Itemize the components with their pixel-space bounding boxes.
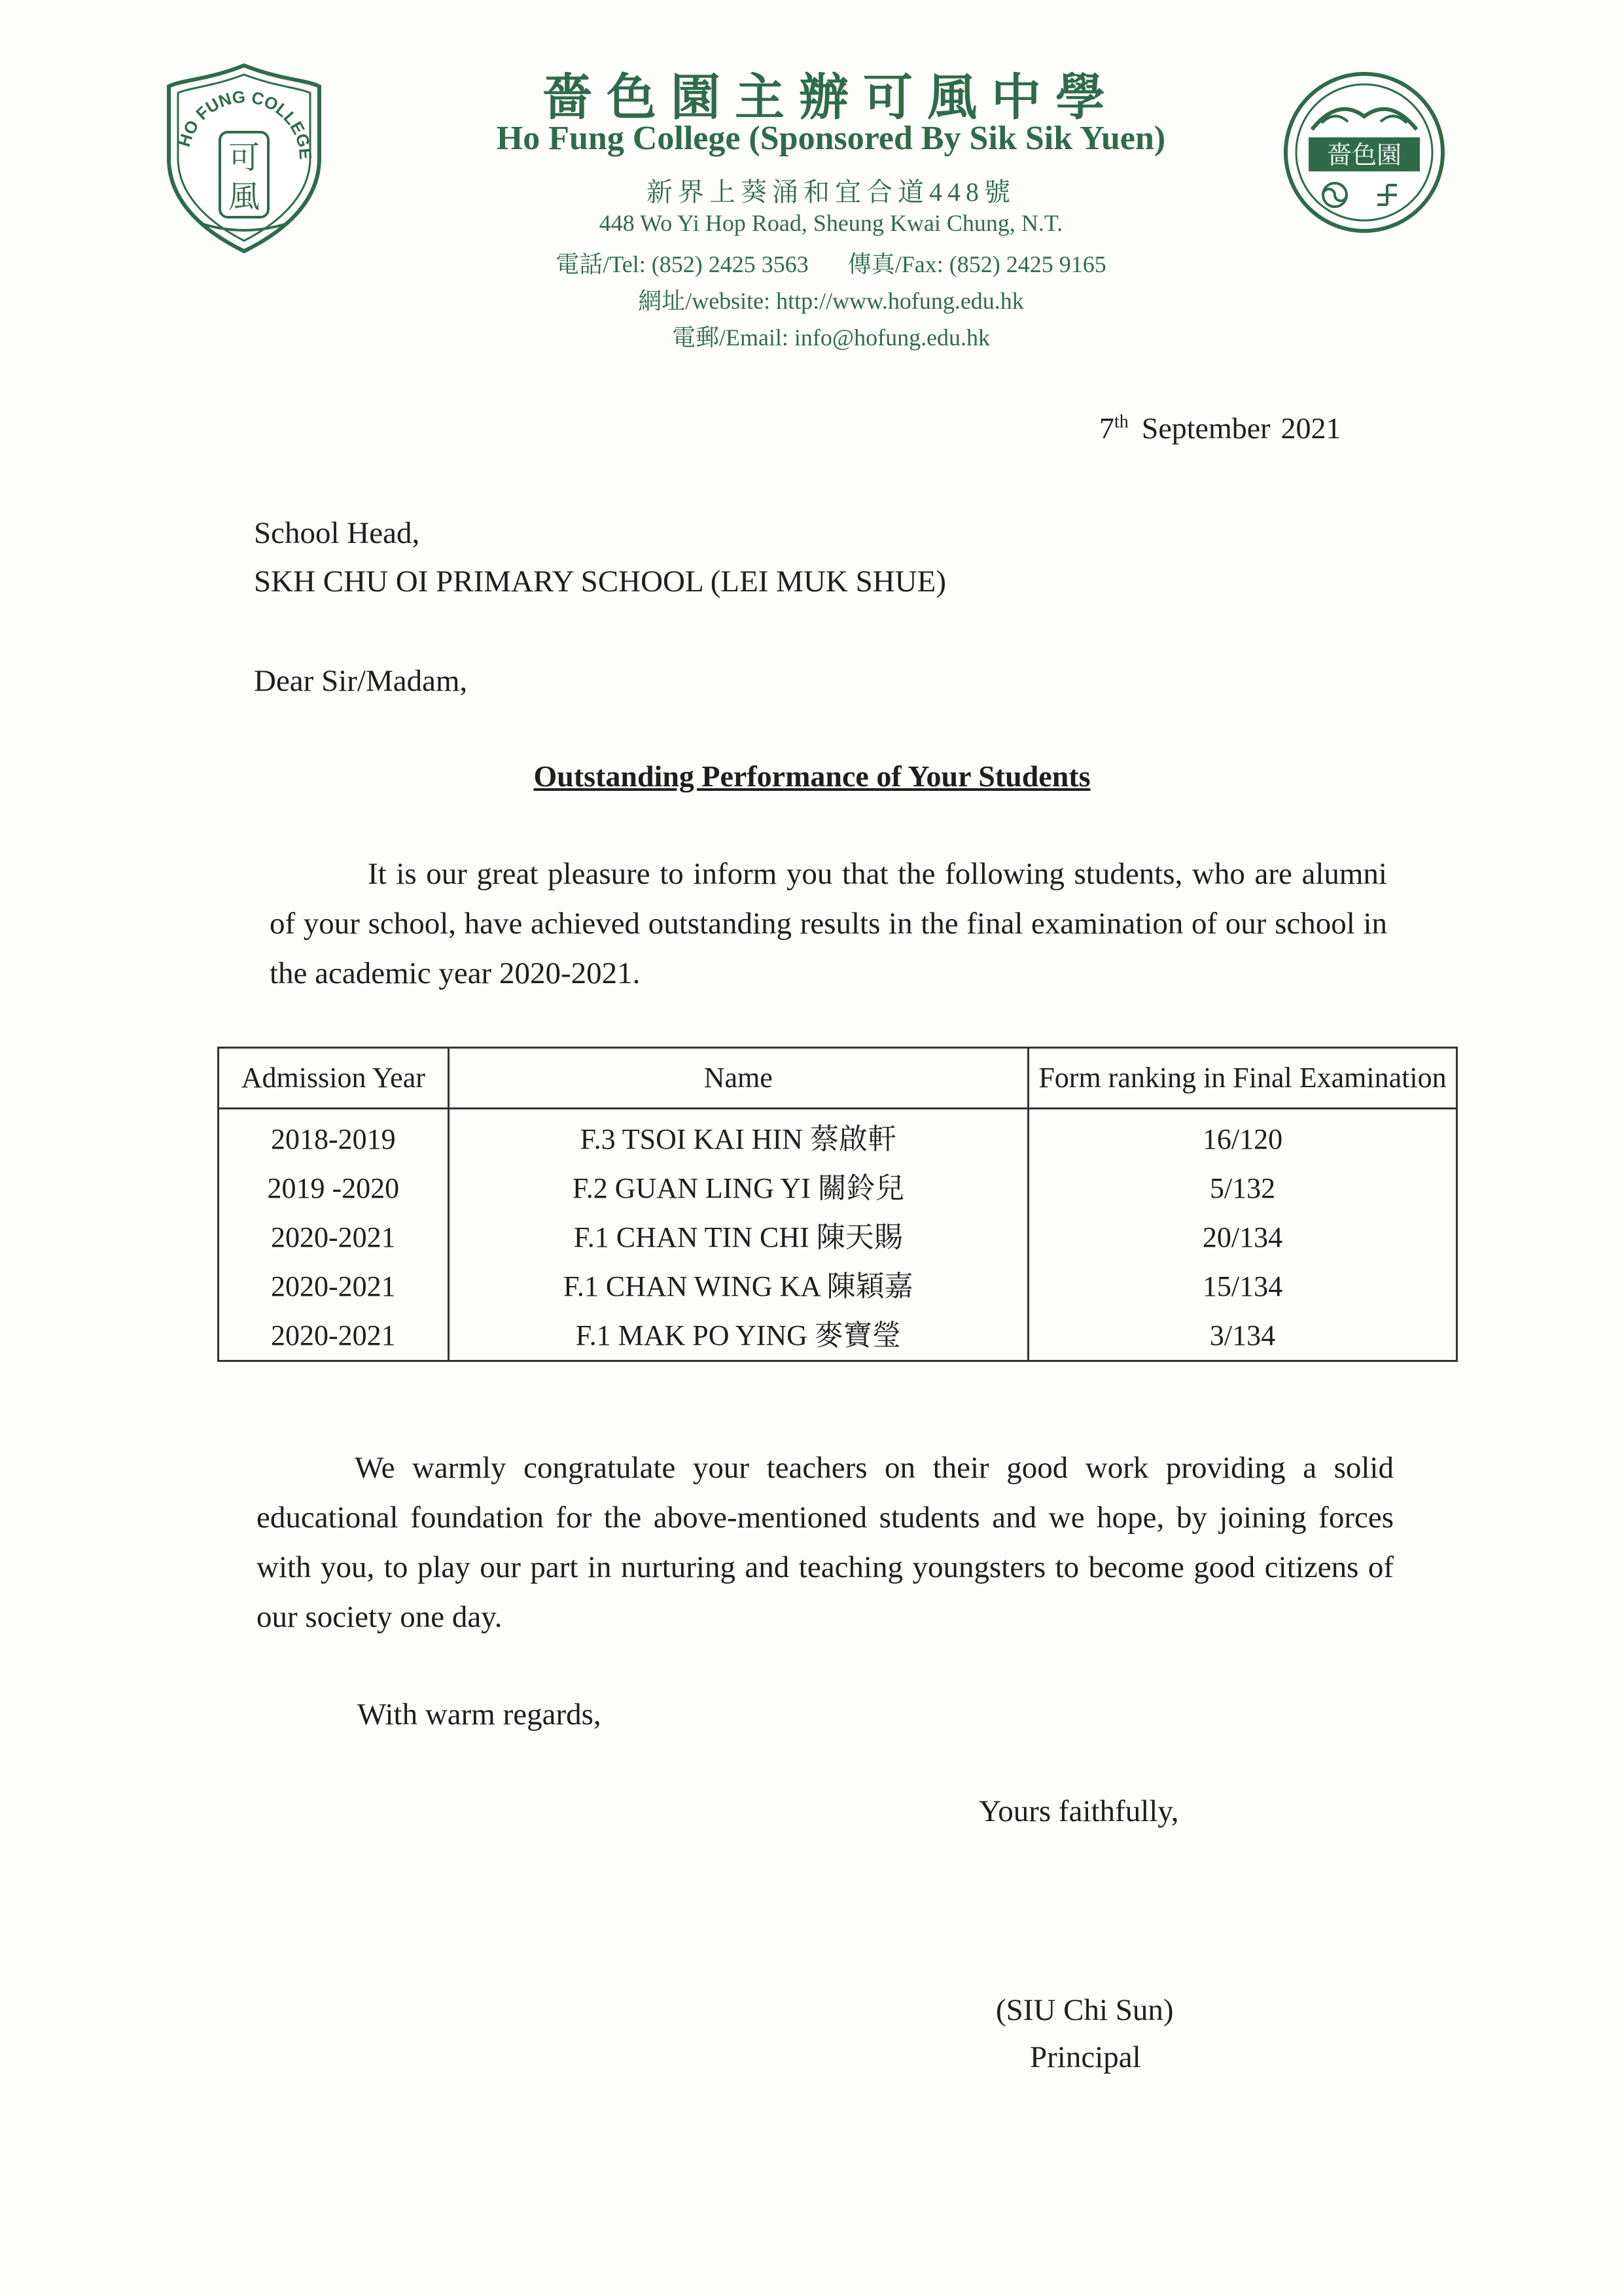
table-row [219,1213,1457,1262]
salutation: Dear Sir/Madam, [254,664,468,698]
cell-admission-year: 2018-2019 [219,1109,449,1164]
date-year: 2021 [1280,411,1341,445]
table-row [219,1262,1457,1311]
intro-paragraph: It is our great pleasure to inform you that the following students, who are alumni of your school, have achieved outstanding results in the final examination of our school in the academic year 2020-2021. [270,857,1387,990]
table-row [219,1164,1457,1213]
college-crest-logo [162,60,326,256]
sik-sik-yuen-seal [1282,71,1446,234]
address-chinese: 新界上葵涌和宜合道448號 [646,177,1015,207]
letter-date [1099,411,1341,445]
signatory-title: Principal [1030,2040,1141,2074]
fax: 傳真/Fax: (852) 2425 9165 [847,251,1106,277]
date-suffix: th [1114,411,1129,432]
cell-name: F.1 CHAN TIN CHI 陳天賜 [448,1213,1028,1262]
cell-ranking: 5/132 [1028,1164,1456,1213]
website: 網址/website: http://www.hofung.edu.hk [638,288,1024,314]
table-row [219,1109,1457,1164]
cell-admission-year: 2019 -2020 [219,1164,449,1213]
regards-line: With warm regards, [357,1697,601,1731]
student-results-table [217,1047,1458,1362]
table-row [219,1311,1457,1361]
signatory-name: (SIU Chi Sun) [996,1993,1174,2027]
cell-admission-year: 2020-2021 [219,1262,449,1311]
cell-ranking: 20/134 [1028,1213,1456,1262]
crest-char-2: 風 [228,179,260,215]
contact-phone-fax [419,246,1243,279]
header-form-ranking: Form ranking in Final Examination [1028,1048,1456,1109]
header-name: Name [448,1048,1028,1109]
table-header-row [219,1048,1457,1109]
letter-subject: Outstanding Performance of Your Students [533,759,1091,793]
crest-char-1: 可 [228,139,260,176]
cell-admission-year: 2020-2021 [219,1213,449,1262]
telephone: 電話/Tel: (852) 2425 3563 [556,251,809,277]
cell-admission-year: 2020-2021 [219,1311,449,1361]
recipient-school: SKH CHU OI PRIMARY SCHOOL (LEI MUK SHUE) [254,565,946,599]
cell-name: F.3 TSOI KAI HIN 蔡啟軒 [448,1109,1028,1164]
seal-text: 嗇色園 [1326,141,1402,169]
date-month: September [1141,411,1271,445]
cell-name: F.1 MAK PO YING 麥寶瑩 [448,1311,1028,1361]
date-day: 7 [1099,411,1114,445]
school-name-chinese: 嗇色園主辦可風中學 [542,71,1120,126]
cell-ranking: 15/134 [1028,1262,1456,1311]
cell-ranking: 3/134 [1028,1311,1456,1361]
complimentary-close: Yours faithfully, [979,1794,1179,1828]
cell-name: F.1 CHAN WING KA 陳穎嘉 [448,1262,1028,1311]
email: 電郵/Email: info@hofung.edu.hk [671,324,991,351]
congratulations-paragraph: We warmly congratulate your teachers on their good work providing a solid educational foundation for the above-mentioned students and we hope, by joining forces with you, to play our part in nurturing and teaching youngsters to become good citizens of our society one day. [256,1451,1394,1634]
school-name-english: Ho Fung College (Sponsored By Sik Sik Yuen) [496,120,1166,157]
crest-arc-text: HO FUNG COLLEGE [174,86,316,160]
header-admission-year: Admission Year [219,1048,449,1109]
address-english: 448 Wo Yi Hop Road, Sheung Kwai Chung, N.T. [599,210,1063,236]
recipient-title: School Head, [254,516,420,550]
cell-ranking: 16/120 [1028,1109,1456,1164]
cell-name: F.2 GUAN LING YI 關鈴兒 [448,1164,1028,1213]
